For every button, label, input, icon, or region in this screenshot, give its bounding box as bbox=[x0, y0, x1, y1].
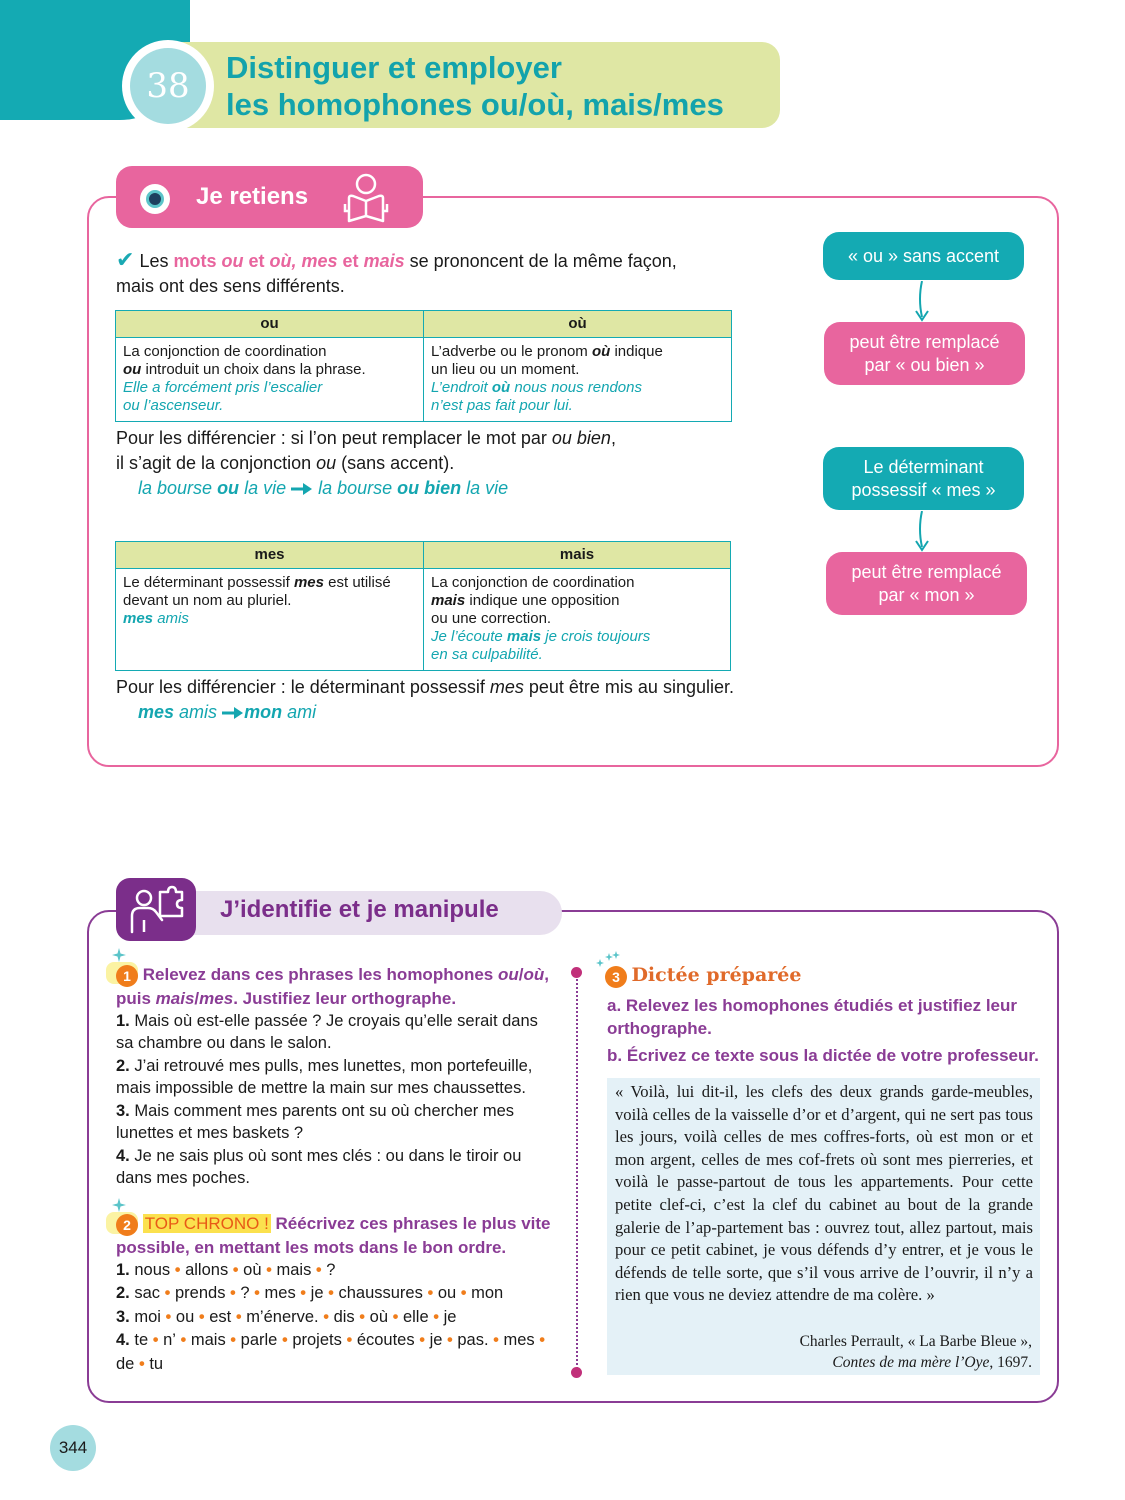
scrambled-word: chaussures bbox=[338, 1284, 423, 1303]
instruction-text: Réécrivez ces phrases le plus vite possible, en mettant les mots dans le bon ordre. bbox=[116, 1214, 551, 1257]
top-chrono-badge: TOP CHRONO ! bbox=[144, 1214, 269, 1233]
column-separator bbox=[576, 972, 578, 1372]
cell-example-keyword: mais bbox=[506, 628, 542, 645]
retiens-intro bbox=[116, 247, 756, 299]
item-number: 2. bbox=[116, 1284, 135, 1303]
list-item bbox=[116, 1329, 561, 1376]
scrambled-word: mais bbox=[190, 1331, 226, 1350]
star-icon bbox=[112, 1198, 126, 1212]
star-icon bbox=[112, 948, 126, 962]
word-separator: • bbox=[148, 1331, 164, 1350]
table-header: mais bbox=[424, 542, 731, 569]
source-year: , 1697. bbox=[989, 1354, 1032, 1371]
intro-text: Les bbox=[139, 251, 174, 271]
rule-text: Pour les différencier : si l’on peut remplacer le mot par bbox=[116, 428, 552, 448]
example-keyword: ou bbox=[217, 478, 240, 498]
scrambled-word: mon bbox=[471, 1284, 504, 1303]
instruction-keyword: ou bbox=[497, 965, 519, 984]
retiens-bullet-inner bbox=[146, 190, 164, 208]
word-separator: • bbox=[354, 1307, 370, 1326]
word-separator: • bbox=[534, 1331, 546, 1350]
source-work: Contes de ma mère l’Oye bbox=[832, 1354, 990, 1371]
item-number: 3. bbox=[116, 1307, 135, 1326]
list-item bbox=[116, 1010, 556, 1055]
table-cell bbox=[424, 338, 732, 422]
scrambled-word: m’énerve. bbox=[246, 1307, 319, 1326]
cell-text: Le déterminant possessif bbox=[123, 574, 294, 591]
separator-dot bbox=[571, 967, 582, 978]
scrambled-word: je bbox=[429, 1331, 443, 1350]
item-text: J’ai retrouvé mes pulls, mes lunettes, mon portefeuille, mais impossible de mettre la main sur mes chaussettes. bbox=[116, 1056, 533, 1098]
word-separator: • bbox=[160, 1284, 175, 1303]
instruction-text: . Justifiez leur orthographe. bbox=[233, 988, 457, 1008]
intro-highlight: et bbox=[337, 251, 364, 271]
scrambled-word: n’ bbox=[163, 1331, 176, 1350]
word-separator: • bbox=[456, 1284, 472, 1303]
retiens-heading: Je retiens bbox=[196, 183, 309, 210]
scrambled-word: elle bbox=[402, 1307, 429, 1326]
scrambled-word: prends bbox=[175, 1284, 226, 1303]
cell-keyword: où bbox=[591, 343, 611, 360]
instruction-text: puis bbox=[116, 988, 156, 1008]
scrambled-word: ou bbox=[175, 1307, 195, 1326]
word-separator: • bbox=[318, 1307, 334, 1326]
scrambled-word: pas. bbox=[457, 1331, 489, 1350]
scrambled-word: tu bbox=[149, 1354, 164, 1373]
scrambled-word: ? bbox=[326, 1260, 336, 1279]
word-separator: • bbox=[194, 1307, 210, 1326]
word-separator: • bbox=[311, 1260, 327, 1279]
cell-keyword: ou bbox=[123, 361, 142, 378]
cell-example: L’endroit bbox=[431, 379, 492, 396]
scrambled-word: projets bbox=[292, 1331, 342, 1350]
instruction-keyword: où bbox=[523, 965, 545, 984]
arrow-right-icon bbox=[222, 706, 244, 720]
example-keyword: mon bbox=[244, 702, 283, 722]
word-separator: • bbox=[134, 1354, 150, 1373]
table-cell bbox=[424, 569, 731, 671]
flow-box-mes: Le déterminant possessif « mes » bbox=[823, 447, 1024, 510]
cell-text: L’adverbe ou le pronom bbox=[431, 343, 592, 360]
instruction-text: Relevez dans ces phrases les homophones bbox=[142, 965, 498, 984]
cell-text: La conjonction de coordination bbox=[431, 574, 635, 591]
word-separator: • bbox=[323, 1284, 339, 1303]
rule-keyword: ou bien bbox=[551, 428, 611, 448]
cell-example: Je l’écoute bbox=[431, 628, 507, 645]
exercise-1-items bbox=[116, 1010, 556, 1190]
reading-person-icon bbox=[340, 171, 392, 225]
word-separator: • bbox=[277, 1331, 293, 1350]
scrambled-word: de bbox=[116, 1354, 135, 1373]
cell-example: en sa culpabilité. bbox=[431, 646, 543, 663]
word-separator: • bbox=[442, 1331, 458, 1350]
item-number: 2. bbox=[116, 1056, 130, 1075]
cell-text: devant un nom au pluriel. bbox=[123, 592, 292, 609]
scrambled-word: mes bbox=[503, 1331, 535, 1350]
cell-text: La conjonction de coordination bbox=[123, 343, 327, 360]
rule-mes bbox=[116, 675, 796, 700]
example-text: la vie bbox=[239, 478, 287, 498]
exercise-3 bbox=[605, 964, 1045, 1067]
exercise-3-instruction-a: a. Relevez les homophones étudiés et justifiez leur orthographe. bbox=[607, 995, 1018, 1038]
example-text: la vie bbox=[461, 478, 509, 498]
word-separator: • bbox=[249, 1284, 265, 1303]
item-text: Mais où est-elle passée ? Je croyais qu’elle serait dans sa chambre ou dans le salon. bbox=[116, 1011, 538, 1053]
cell-text: un lieu ou un moment. bbox=[431, 361, 580, 378]
scrambled-word: parle bbox=[240, 1331, 278, 1350]
example-ou-bien bbox=[138, 478, 508, 499]
exercise-2 bbox=[116, 1212, 561, 1376]
chapter-number: 38 bbox=[130, 48, 206, 124]
list-item bbox=[116, 1145, 556, 1190]
example-text: ami bbox=[282, 702, 317, 722]
title-line-2: les homophones ou/où, mais/mes bbox=[226, 87, 724, 122]
intro-highlight: et bbox=[243, 251, 270, 271]
instruction-keyword: mes bbox=[199, 988, 234, 1008]
scrambled-word: allons bbox=[185, 1260, 229, 1279]
exercise-2-items bbox=[116, 1259, 561, 1377]
scrambled-word: je bbox=[310, 1284, 324, 1303]
exercise-2-instruction bbox=[116, 1212, 561, 1259]
word-separator: • bbox=[231, 1307, 247, 1326]
scrambled-word: où bbox=[369, 1307, 388, 1326]
cell-example: n’est pas fait pour lui. bbox=[431, 397, 573, 414]
table-header: mes bbox=[116, 542, 424, 569]
table-cell bbox=[116, 569, 424, 671]
scrambled-word: ou bbox=[437, 1284, 457, 1303]
dictee-title: Dictée préparée bbox=[631, 964, 802, 986]
table-mes-mais bbox=[115, 541, 731, 671]
list-item bbox=[116, 1259, 561, 1283]
page-title bbox=[226, 49, 724, 123]
item-number: 4. bbox=[116, 1331, 135, 1350]
cell-text: introduit un choix dans la phrase. bbox=[141, 361, 366, 378]
rule-text: Pour les différencier : le déterminant possessif bbox=[116, 677, 490, 697]
scrambled-word: est bbox=[209, 1307, 232, 1326]
scrambled-word: ? bbox=[240, 1284, 250, 1303]
scrambled-word: te bbox=[134, 1331, 149, 1350]
rule-keyword: ou bbox=[316, 453, 337, 473]
example-text: la bourse bbox=[313, 478, 398, 498]
separator-dot bbox=[571, 1367, 582, 1378]
cell-keyword: mes bbox=[293, 574, 324, 591]
list-item bbox=[116, 1100, 556, 1145]
example-text: la bourse bbox=[138, 478, 218, 498]
arrow-right-icon bbox=[291, 482, 313, 496]
scrambled-word: sac bbox=[134, 1284, 161, 1303]
scrambled-word: où bbox=[243, 1260, 262, 1279]
cell-text: indique une opposition bbox=[465, 592, 620, 609]
cell-keyword: mais bbox=[431, 592, 466, 609]
scrambled-word: dis bbox=[333, 1307, 355, 1326]
cell-text: est utilisé bbox=[323, 574, 391, 591]
intro-text: se prononcent de la même façon, bbox=[404, 251, 677, 271]
cell-example-keyword: mes bbox=[123, 610, 154, 627]
example-text: amis bbox=[174, 702, 218, 722]
instruction-text: / bbox=[518, 965, 524, 984]
table-ou-ou bbox=[115, 310, 732, 422]
cell-text: indique bbox=[610, 343, 663, 360]
item-number: 4. bbox=[116, 1146, 130, 1165]
word-separator: • bbox=[295, 1284, 311, 1303]
instruction-text: , bbox=[544, 965, 550, 984]
word-separator: • bbox=[228, 1260, 244, 1279]
rule-ou bbox=[116, 426, 776, 476]
word-separator: • bbox=[160, 1307, 176, 1326]
example-keyword: ou bien bbox=[397, 478, 462, 498]
scrambled-word: mes bbox=[264, 1284, 296, 1303]
checkmark-icon: ✔ bbox=[116, 247, 135, 272]
rule-keyword: mes bbox=[489, 677, 524, 697]
dictee-text: « Voilà, lui dit-il, les clefs des deux grands garde-meubles, voilà celles de la vaisselle d’or et d’argent, qui ne sert pas tous les jours, voilà celles de mes coffres-forts, où est mon or et mon argent, celles de mes cof-frets où sont mes pierreries, et voilà le passe-partout de tous les appartements. Pour cette petite clef-ci, c’est la clef du cabinet au bout de la grande galerie de l’ap-partement bas : ouvrez tout, allez partout, mais pour ce petit cabinet, je vous défends d’y entrer, et je vous le défends de telle sorte, que s’il vous arrive de l’ouvrir, il n’y a rien que vous ne deviez attendre de ma colère. » bbox=[615, 1082, 1033, 1305]
intro-highlight: mais bbox=[363, 251, 405, 271]
example-mon bbox=[138, 702, 316, 723]
scrambled-word: je bbox=[443, 1307, 457, 1326]
example-keyword: mes bbox=[138, 702, 175, 722]
word-separator: • bbox=[175, 1331, 191, 1350]
intro-text: mais ont des sens différents. bbox=[116, 276, 345, 296]
word-separator: • bbox=[225, 1284, 241, 1303]
exercise-1 bbox=[116, 963, 556, 1190]
exercise-3-heading bbox=[605, 964, 1045, 988]
item-number: 1. bbox=[116, 1011, 130, 1030]
scrambled-word: nous bbox=[134, 1260, 171, 1279]
scrambled-word: mais bbox=[276, 1260, 312, 1279]
title-line-1: Distinguer et employer bbox=[226, 50, 562, 85]
list-item bbox=[116, 1306, 561, 1330]
arrow-down-icon bbox=[912, 511, 932, 553]
table-cell bbox=[116, 338, 424, 422]
table-header: où bbox=[424, 311, 732, 338]
list-item bbox=[116, 1282, 561, 1306]
word-separator: • bbox=[428, 1307, 444, 1326]
word-separator: • bbox=[422, 1284, 438, 1303]
rule-text: il s’agit de la conjonction bbox=[116, 453, 317, 473]
intro-highlight: ou bbox=[221, 251, 244, 271]
scrambled-word: moi bbox=[134, 1307, 161, 1326]
word-separator: • bbox=[225, 1331, 241, 1350]
cell-example: je crois toujours bbox=[541, 628, 651, 645]
intro-highlight: mots bbox=[173, 251, 222, 271]
exercise-1-instruction bbox=[116, 963, 556, 1010]
exercise-number: 3 bbox=[605, 966, 627, 988]
word-separator: • bbox=[261, 1260, 277, 1279]
flow-box-ou-bien: peut être remplacé par « ou bien » bbox=[824, 322, 1025, 385]
arrow-down-icon bbox=[912, 281, 932, 323]
cell-example: Elle a forcément pris l’escalier ou l’ascenseur. bbox=[123, 379, 323, 414]
word-separator: • bbox=[388, 1307, 403, 1326]
cell-text: ou une correction. bbox=[431, 610, 552, 627]
rule-text: peut être mis au singulier. bbox=[523, 677, 734, 697]
item-text: Je ne sais plus où sont mes clés : ou dans le tiroir ou dans mes poches. bbox=[116, 1146, 522, 1188]
person-puzzle-icon bbox=[126, 884, 186, 936]
table-header: ou bbox=[116, 311, 424, 338]
item-text: Mais comment mes parents ont su où chercher mes lunettes et mes baskets ? bbox=[116, 1101, 515, 1143]
scrambled-word: écoutes bbox=[356, 1331, 415, 1350]
cell-example-keyword: où bbox=[491, 379, 511, 396]
rule-text: (sans accent). bbox=[336, 453, 455, 473]
exercise-number: 1 bbox=[116, 965, 138, 987]
word-separator: • bbox=[170, 1260, 186, 1279]
flow-box-mon: peut être remplacé par « mon » bbox=[826, 552, 1027, 615]
cell-example: amis bbox=[153, 610, 189, 627]
word-separator: • bbox=[488, 1331, 504, 1350]
word-separator: • bbox=[414, 1331, 430, 1350]
cell-example: nous nous rendons bbox=[510, 379, 642, 396]
flow-box-ou: « ou » sans accent bbox=[823, 232, 1024, 280]
exercise-3-instruction-b: b. Écrivez ce texte sous la dictée de votre professeur. bbox=[607, 1045, 1039, 1065]
intro-highlight: où, mes bbox=[269, 251, 338, 271]
word-separator: • bbox=[341, 1331, 357, 1350]
item-number: 1. bbox=[116, 1260, 135, 1279]
quote-source bbox=[607, 1331, 1032, 1373]
instruction-text: / bbox=[194, 988, 200, 1008]
manip-heading: J’identifie et je manipule bbox=[220, 896, 499, 923]
item-number: 3. bbox=[116, 1101, 130, 1120]
instruction-keyword: mais bbox=[155, 988, 195, 1008]
page-number: 344 bbox=[50, 1425, 96, 1471]
rule-text: , bbox=[610, 428, 616, 448]
source-author: Charles Perrault, « La Barbe Bleue », bbox=[799, 1333, 1032, 1350]
exercise-number: 2 bbox=[116, 1214, 138, 1236]
list-item bbox=[116, 1055, 556, 1100]
